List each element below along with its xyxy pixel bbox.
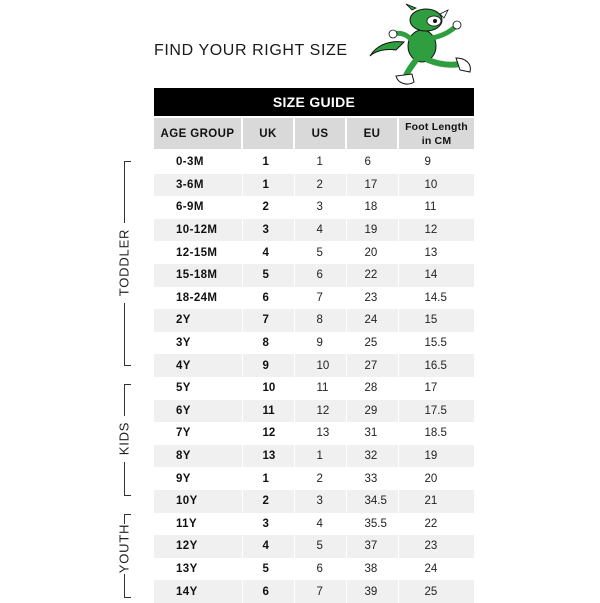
cell-us: 3 xyxy=(294,196,346,219)
cell-uk: 8 xyxy=(242,332,294,355)
size-guide xyxy=(154,88,474,603)
cell-foot-length: 25 xyxy=(398,580,474,603)
cell-uk: 7 xyxy=(242,309,294,332)
cell-foot-length: 22 xyxy=(398,513,474,536)
cell-age: 14Y xyxy=(154,580,242,603)
cell-us: 13 xyxy=(294,422,346,445)
table-row xyxy=(154,174,474,197)
cell-age: 5Y xyxy=(154,377,242,400)
size-guide-title: SIZE GUIDE xyxy=(154,88,474,116)
table-row xyxy=(154,264,474,287)
cell-foot-length: 16.5 xyxy=(398,354,474,377)
youth-group-bracket xyxy=(116,514,134,596)
cell-us: 4 xyxy=(294,219,346,242)
column-header-age-group: AGE GROUP xyxy=(154,118,242,150)
cell-age: 11Y xyxy=(154,513,242,536)
cell-age: 18-24M xyxy=(154,287,242,310)
cell-age: 6Y xyxy=(154,400,242,423)
table-row xyxy=(154,241,474,264)
cell-us: 5 xyxy=(294,535,346,558)
cell-us: 1 xyxy=(294,150,346,174)
cell-uk: 6 xyxy=(242,287,294,310)
cell-us: 12 xyxy=(294,400,346,423)
cell-eu: 6 xyxy=(346,150,398,174)
youth-label: YOUTH xyxy=(116,523,132,574)
cell-foot-length: 23 xyxy=(398,535,474,558)
cell-eu: 22 xyxy=(346,264,398,287)
cell-age: 4Y xyxy=(154,354,242,377)
cell-foot-length: 15.5 xyxy=(398,332,474,355)
cell-eu: 19 xyxy=(346,219,398,242)
cell-eu: 24 xyxy=(346,309,398,332)
cell-foot-length: 21 xyxy=(398,490,474,513)
kids-group-bracket xyxy=(116,384,134,494)
cell-foot-length: 11 xyxy=(398,196,474,219)
table-row xyxy=(154,354,474,377)
cell-age: 3-6M xyxy=(154,174,242,197)
cell-eu: 39 xyxy=(346,580,398,603)
cell-age: 7Y xyxy=(154,422,242,445)
size-table xyxy=(154,118,474,603)
column-header-foot-length xyxy=(398,118,474,150)
cell-us: 9 xyxy=(294,332,346,355)
cell-foot-length: 17.5 xyxy=(398,400,474,423)
column-header-eu: EU xyxy=(346,118,398,150)
running-dog-mascot-icon xyxy=(366,2,476,88)
cell-us: 5 xyxy=(294,241,346,264)
cell-us: 1 xyxy=(294,445,346,468)
cell-eu: 23 xyxy=(346,287,398,310)
cell-eu: 31 xyxy=(346,422,398,445)
cell-us: 2 xyxy=(294,467,346,490)
cell-uk: 1 xyxy=(242,467,294,490)
toddler-group-bracket xyxy=(116,161,134,364)
cell-foot-length: 24 xyxy=(398,558,474,581)
column-header-us: US xyxy=(294,118,346,150)
table-row xyxy=(154,422,474,445)
table-row xyxy=(154,150,474,174)
cell-uk: 2 xyxy=(242,196,294,219)
cell-foot-length: 19 xyxy=(398,445,474,468)
cell-eu: 25 xyxy=(346,332,398,355)
cell-us: 7 xyxy=(294,287,346,310)
cell-age: 2Y xyxy=(154,309,242,332)
cell-us: 11 xyxy=(294,377,346,400)
cell-age: 12Y xyxy=(154,535,242,558)
cell-uk: 1 xyxy=(242,174,294,197)
cell-age: 3Y xyxy=(154,332,242,355)
cell-uk: 11 xyxy=(242,400,294,423)
cell-uk: 3 xyxy=(242,219,294,242)
table-row xyxy=(154,377,474,400)
cell-foot-length: 10 xyxy=(398,174,474,197)
cell-us: 3 xyxy=(294,490,346,513)
cell-age: 15-18M xyxy=(154,264,242,287)
foot-length-line2: in CM xyxy=(421,134,452,147)
cell-uk: 1 xyxy=(242,150,294,174)
cell-eu: 32 xyxy=(346,445,398,468)
page-title: FIND YOUR RIGHT SIZE xyxy=(154,42,348,59)
cell-eu: 29 xyxy=(346,400,398,423)
cell-us: 7 xyxy=(294,580,346,603)
cell-eu: 28 xyxy=(346,377,398,400)
table-row xyxy=(154,400,474,423)
table-row xyxy=(154,558,474,581)
table-header-row xyxy=(154,118,474,150)
cell-age: 12-15M xyxy=(154,241,242,264)
table-row xyxy=(154,196,474,219)
table-row xyxy=(154,580,474,603)
cell-us: 6 xyxy=(294,558,346,581)
cell-uk: 9 xyxy=(242,354,294,377)
foot-length-line1: Foot Length xyxy=(405,120,468,133)
cell-eu: 38 xyxy=(346,558,398,581)
cell-uk: 3 xyxy=(242,513,294,536)
kids-label: KIDS xyxy=(116,421,132,456)
cell-eu: 27 xyxy=(346,354,398,377)
cell-uk: 4 xyxy=(242,535,294,558)
cell-eu: 35.5 xyxy=(346,513,398,536)
cell-foot-length: 14 xyxy=(398,264,474,287)
cell-uk: 5 xyxy=(242,558,294,581)
cell-us: 2 xyxy=(294,174,346,197)
cell-age: 10Y xyxy=(154,490,242,513)
cell-age: 0-3M xyxy=(154,150,242,174)
cell-uk: 2 xyxy=(242,490,294,513)
cell-eu: 17 xyxy=(346,174,398,197)
table-row xyxy=(154,535,474,558)
toddler-label: TODDLER xyxy=(116,228,132,297)
cell-foot-length: 12 xyxy=(398,219,474,242)
table-row xyxy=(154,287,474,310)
cell-uk: 4 xyxy=(242,241,294,264)
table-row xyxy=(154,467,474,490)
cell-age: 8Y xyxy=(154,445,242,468)
cell-eu: 18 xyxy=(346,196,398,219)
cell-uk: 10 xyxy=(242,377,294,400)
table-row xyxy=(154,513,474,536)
table-row xyxy=(154,445,474,468)
cell-foot-length: 14.5 xyxy=(398,287,474,310)
cell-age: 10-12M xyxy=(154,219,242,242)
cell-uk: 13 xyxy=(242,445,294,468)
cell-us: 6 xyxy=(294,264,346,287)
cell-uk: 5 xyxy=(242,264,294,287)
cell-us: 8 xyxy=(294,309,346,332)
cell-eu: 34.5 xyxy=(346,490,398,513)
cell-uk: 12 xyxy=(242,422,294,445)
cell-eu: 37 xyxy=(346,535,398,558)
cell-foot-length: 15 xyxy=(398,309,474,332)
cell-foot-length: 20 xyxy=(398,467,474,490)
cell-us: 10 xyxy=(294,354,346,377)
cell-age: 6-9M xyxy=(154,196,242,219)
cell-foot-length: 17 xyxy=(398,377,474,400)
cell-foot-length: 9 xyxy=(398,150,474,174)
cell-eu: 33 xyxy=(346,467,398,490)
table-row xyxy=(154,309,474,332)
cell-uk: 6 xyxy=(242,580,294,603)
table-row xyxy=(154,219,474,242)
cell-us: 4 xyxy=(294,513,346,536)
size-table-body xyxy=(154,150,474,603)
cell-foot-length: 13 xyxy=(398,241,474,264)
column-header-uk: UK xyxy=(242,118,294,150)
cell-eu: 20 xyxy=(346,241,398,264)
cell-foot-length: 18.5 xyxy=(398,422,474,445)
table-row xyxy=(154,332,474,355)
cell-age: 9Y xyxy=(154,467,242,490)
table-row xyxy=(154,490,474,513)
cell-age: 13Y xyxy=(154,558,242,581)
